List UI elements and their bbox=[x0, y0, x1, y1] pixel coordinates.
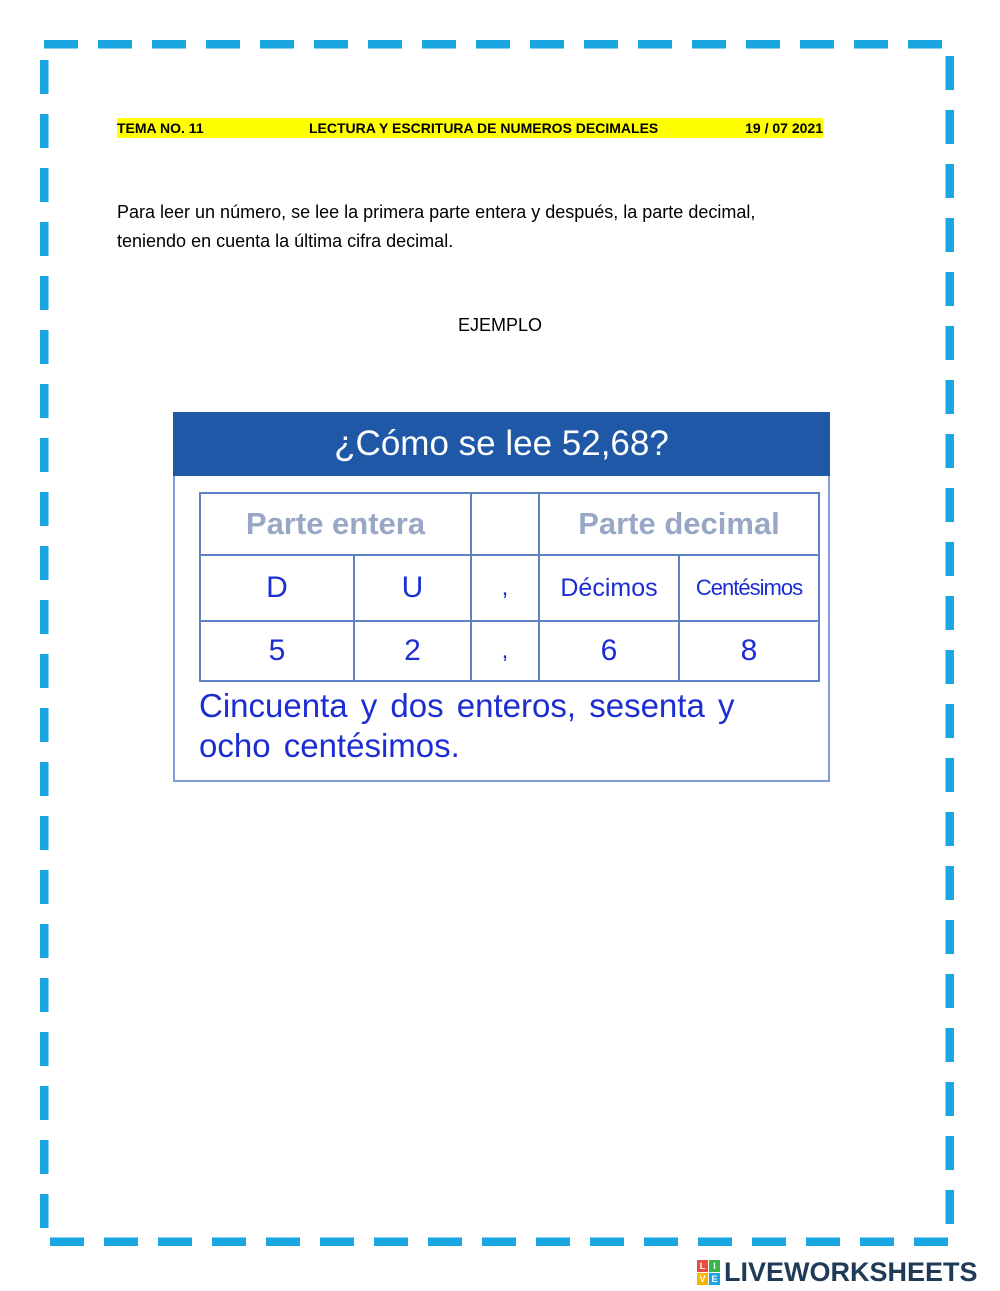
value-centesimos: 8 bbox=[678, 620, 820, 682]
logo-letter-i: I bbox=[709, 1260, 720, 1272]
label-comma: , bbox=[470, 554, 540, 622]
intro-paragraph bbox=[117, 198, 877, 256]
reading-line-2: ocho centésimos. bbox=[199, 727, 460, 764]
parte-decimal-header: Parte decimal bbox=[538, 492, 820, 556]
liveworksheets-brand bbox=[697, 1257, 997, 1287]
intro-line-1: Para leer un número, se lee la primera parte entera y después, la parte decimal, bbox=[117, 202, 756, 222]
example-title: ¿Cómo se lee 52,68? bbox=[173, 412, 830, 476]
label-decimos: Décimos bbox=[538, 554, 680, 622]
place-value-table bbox=[199, 492, 820, 682]
value-comma: , bbox=[470, 620, 540, 682]
topic-title: LECTURA Y ESCRITURA DE NUMEROS DECIMALES bbox=[309, 120, 659, 136]
intro-line-2: teniendo en cuenta la última cifra decimal. bbox=[117, 231, 454, 251]
topic-date: 19 / 07 2021 bbox=[745, 120, 823, 136]
logo-letter-v: V bbox=[697, 1273, 708, 1285]
example-reading bbox=[199, 686, 809, 766]
reading-line-1: Cincuenta y dos enteros, sesenta y bbox=[199, 687, 735, 724]
liveworksheets-logo-icon bbox=[697, 1260, 720, 1285]
brand-name: LIVEWORKSHEETS bbox=[724, 1256, 978, 1287]
topic-number: TEMA NO. 11 bbox=[117, 120, 204, 136]
label-centesimos: Centésimos bbox=[678, 554, 820, 622]
label-decenas: D bbox=[199, 554, 355, 622]
value-unidades: 2 bbox=[353, 620, 472, 682]
logo-letter-l: L bbox=[697, 1260, 708, 1272]
comma-header-cell bbox=[470, 492, 540, 556]
parte-entera-header: Parte entera bbox=[199, 492, 472, 556]
logo-letter-e: E bbox=[709, 1273, 720, 1285]
example-figure bbox=[173, 412, 830, 782]
topic-header bbox=[117, 118, 823, 138]
value-decimos: 6 bbox=[538, 620, 680, 682]
example-label: EJEMPLO bbox=[457, 315, 543, 335]
label-unidades: U bbox=[353, 554, 472, 622]
value-decenas: 5 bbox=[199, 620, 355, 682]
